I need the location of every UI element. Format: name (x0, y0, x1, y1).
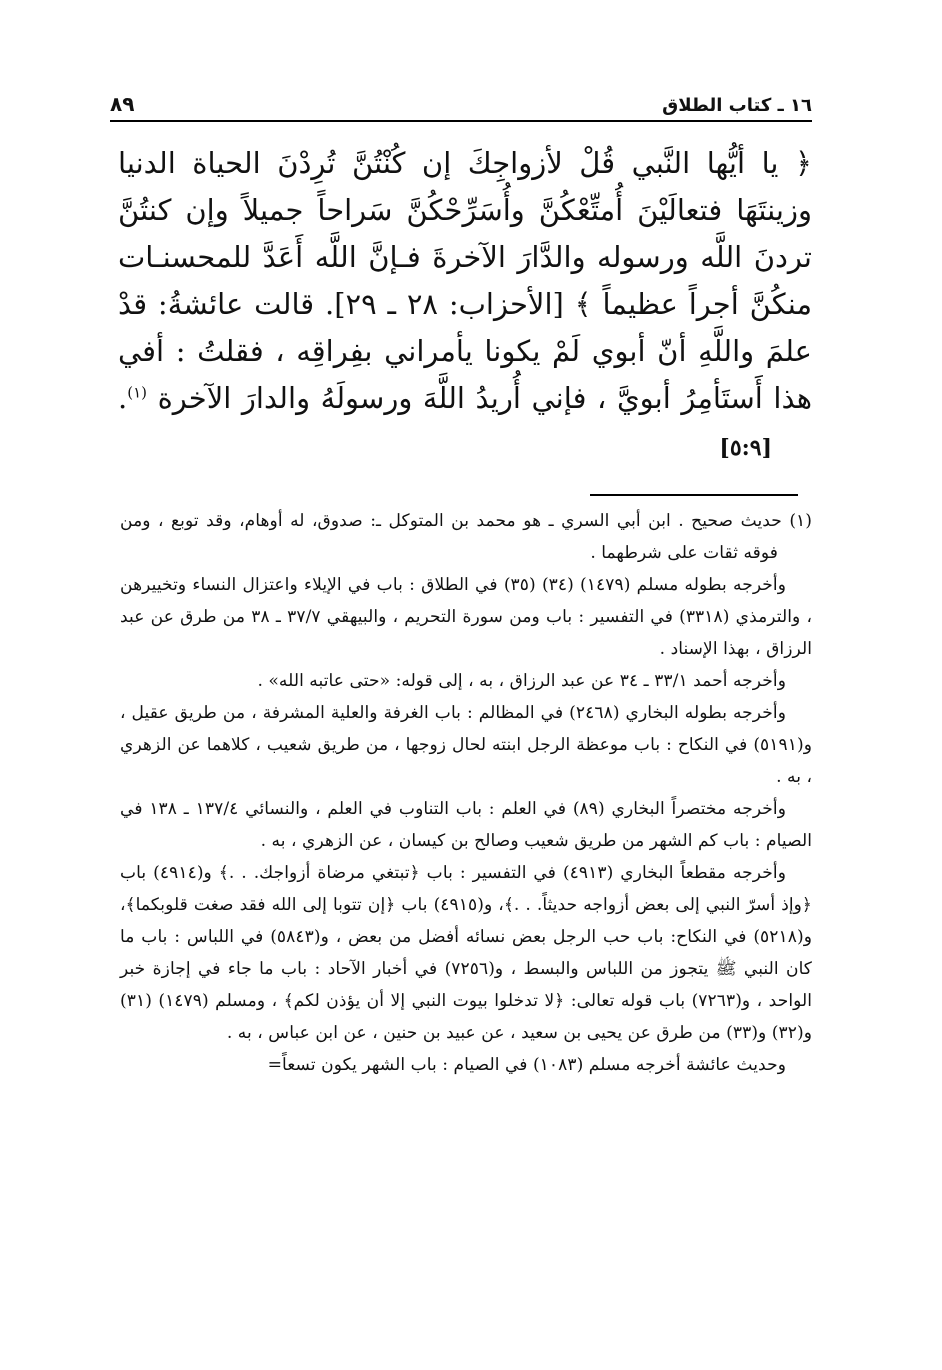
main-text (118, 140, 812, 469)
footnote-paragraph: وأخرجه بطوله مسلم (١٤٧٩) (٣٤) (٣٥) في الطلاق : باب في الإيلاء واعتزال النساء وتخييرهن ، والترمذي (٣٣١٨) في التفسير : باب ومن سورة التحريم ، والبيهقي ٣٧/٧ ـ ٣٨ من طرق عن عبد الرزاق ، بهذا الإسناد . (120, 574, 813, 659)
hadith-reference: [٥:٩] (719, 434, 772, 461)
footnotes (120, 506, 812, 1082)
footnote-paragraph: وأخرجه بطوله البخاري (٢٤٦٨) في المظالم : باب الغرفة والعلية المشرفة ، من طريق عقيل ، و(٥١٩١) في النكاح : باب موعظة الرجل ابنته لحال زوجها ، من طريق شعيب ، كلاهما عن الزهري ، به . (120, 702, 812, 787)
hadith-text: ﴿ يا أيُّها النَّبي قُلْ لأزواجِكَ إن كُنْتُنَّ تُرِدْنَ الحياة الدنيا وزينتَهَا فتعالَيْنَ أُمتِّعْكُنَّ وأُسَرِّحْكُنَّ سَراحاً جميلاً وإن كنتُنَّ تردنَ اللَّه ورسوله والدَّارَ الآخرةَ فـإنَّ اللَّه أَعَدَّ للمحسنـات منكُنَّ أجراً عظيماً ﴾ [الأحزاب: ٢٨ ـ ٢٩]. قالت عائشةُ: قدْ علمَ واللَّهِ أنّ أبوي لَمْ يكونا يأمراني بفِراقِه ، فقلتُ : أفي هذا أَستَأمِرُ أبويَّ ، فإني أُريدُ اللَّهَ ورسولَهُ والدارَ الآخرة (118, 146, 813, 415)
sentence-end: . (118, 380, 128, 415)
page-header (110, 86, 812, 122)
footnote-paragraph: وأخرجه مختصراً البخاري (٨٩) في العلم : باب التناوب في العلم ، والنسائي ١٣٧/٤ ـ ١٣٨ في الصيام : باب كم الشهر من طريق شعيب وصالح بن كيسان ، عن الزهري ، به . (120, 798, 812, 851)
footnote-marker: (١) (127, 383, 147, 402)
footnote-paragraph: وأخرجه مقطعاً البخاري (٤٩١٣) في التفسير : باب ﴿تبتغي مرضاة أزواجك. . .﴾ و(٤٩١٤) باب ﴿وإذ أسرّ النبي إلى بعض أزواجه حديثاً. . .﴾، و(٤٩١٥) باب ﴿إن تتوبا إلى الله فقد صغت قلوبكما﴾، و(٥٢١٨) في النكاح: باب حب الرجل بعض نسائه أفضل من بعض ، و(٥٨٤٣) في اللباس : باب ما كان النبي ﷺ يتجوز من اللباس والبسط ، و(٧٢٥٦) في أخبار الآحاد : باب ما جاء في إجازة خبر الواحد ، و(٧٢٦٣) باب قوله تعالى: ﴿لا تدخلوا بيوت النبي إلا أن يؤذن لكم﴾ ، ومسلم (١٤٧٩) (٣١) و(٣٢) و(٣٣) من طرق عن يحيى بن سعيد ، عن عبيد بن حنين ، عن ابن عباس ، به . (120, 862, 812, 1043)
main-paragraph (118, 140, 812, 469)
footnote-paragraph: وأخرجه أحمد ٣٣/١ ـ ٣٤ عن عبد الرزاق ، به ، إلى قوله: «حتى عاتبه الله» . (257, 670, 786, 691)
footnote-separator (590, 494, 798, 496)
chapter-title: ١٦ ـ كتاب الطلاق (662, 95, 812, 116)
page-number: ٨٩ (110, 92, 135, 116)
footnote-paragraph: (١) حديث صحيح . ابن أبي السري ـ هو محمد بن المتوكل ـ: صدوق، له أوهام، وقد توبع ، ومن فوقه ثقات على شرطهما . (120, 511, 812, 563)
footnote-paragraph: وحديث عائشة أخرجه مسلم (١٠٨٣) في الصيام : باب الشهر يكون تسعاً= (267, 1054, 786, 1075)
